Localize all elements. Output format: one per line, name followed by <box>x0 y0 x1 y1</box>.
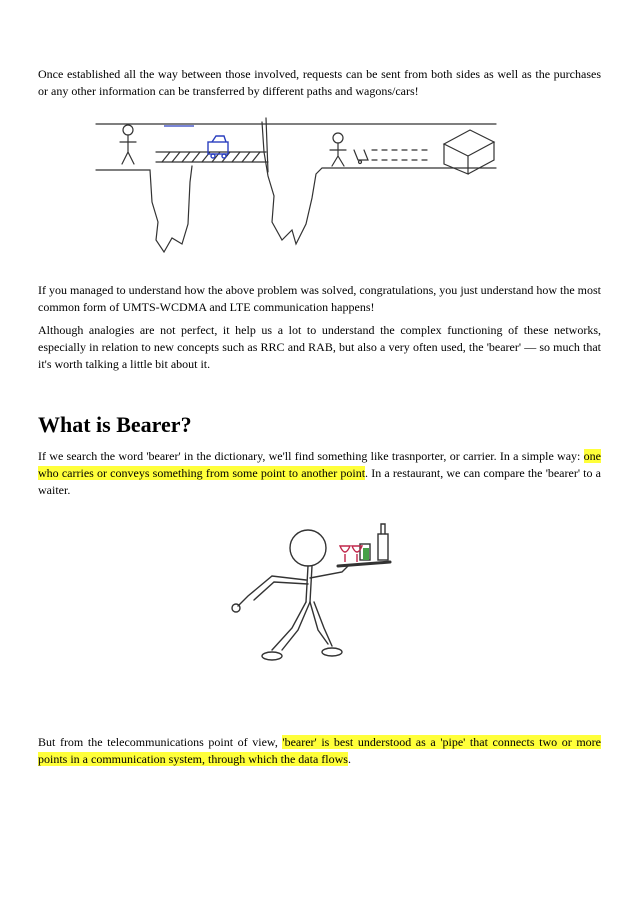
text-segment: . <box>347 752 351 766</box>
paragraph-congratulations: If you managed to understand how the above problem was solved, congratulations, you just understand how the most common form of UMTS-WCDMA and LTE communication happens! <box>38 283 601 314</box>
bridge-sketch-figure <box>92 112 502 264</box>
section-heading: What is Bearer? <box>38 412 192 437</box>
paragraph-telecom-bearer <box>38 734 601 768</box>
text-segment: . In a restaurant, we can compare the 'bearer' to a waiter. <box>38 466 601 497</box>
text-segment: But from the telecommunications point of view, <box>38 735 283 749</box>
highlighted-text: one who carries or conveys something from some point to another point <box>38 449 601 480</box>
waiter-sketch-figure <box>212 518 412 678</box>
paragraph-intro: Once established all the way between those involved, requests can be sent from both sides as well as the purchases or any other information can be transferred by different paths and wagons/cars! <box>38 67 601 98</box>
paragraph-analogies: Although analogies are not perfect, it help us a lot to understand the complex functioning of these networks, especially in relation to new concepts such as RRC and RAB, but also a very often used, the 'bearer' — so much that it's worth talking a little bit about it. <box>38 323 601 371</box>
paragraph-bearer-definition <box>38 448 601 499</box>
highlighted-text: 'bearer' is best understood as a 'pipe' that connects two or more points in a communication system, through which the data flows <box>38 735 601 766</box>
text-segment: If we search the word 'bearer' in the dictionary, we'll find something like trasnporter, or carrier. In a simple way: <box>38 449 584 463</box>
